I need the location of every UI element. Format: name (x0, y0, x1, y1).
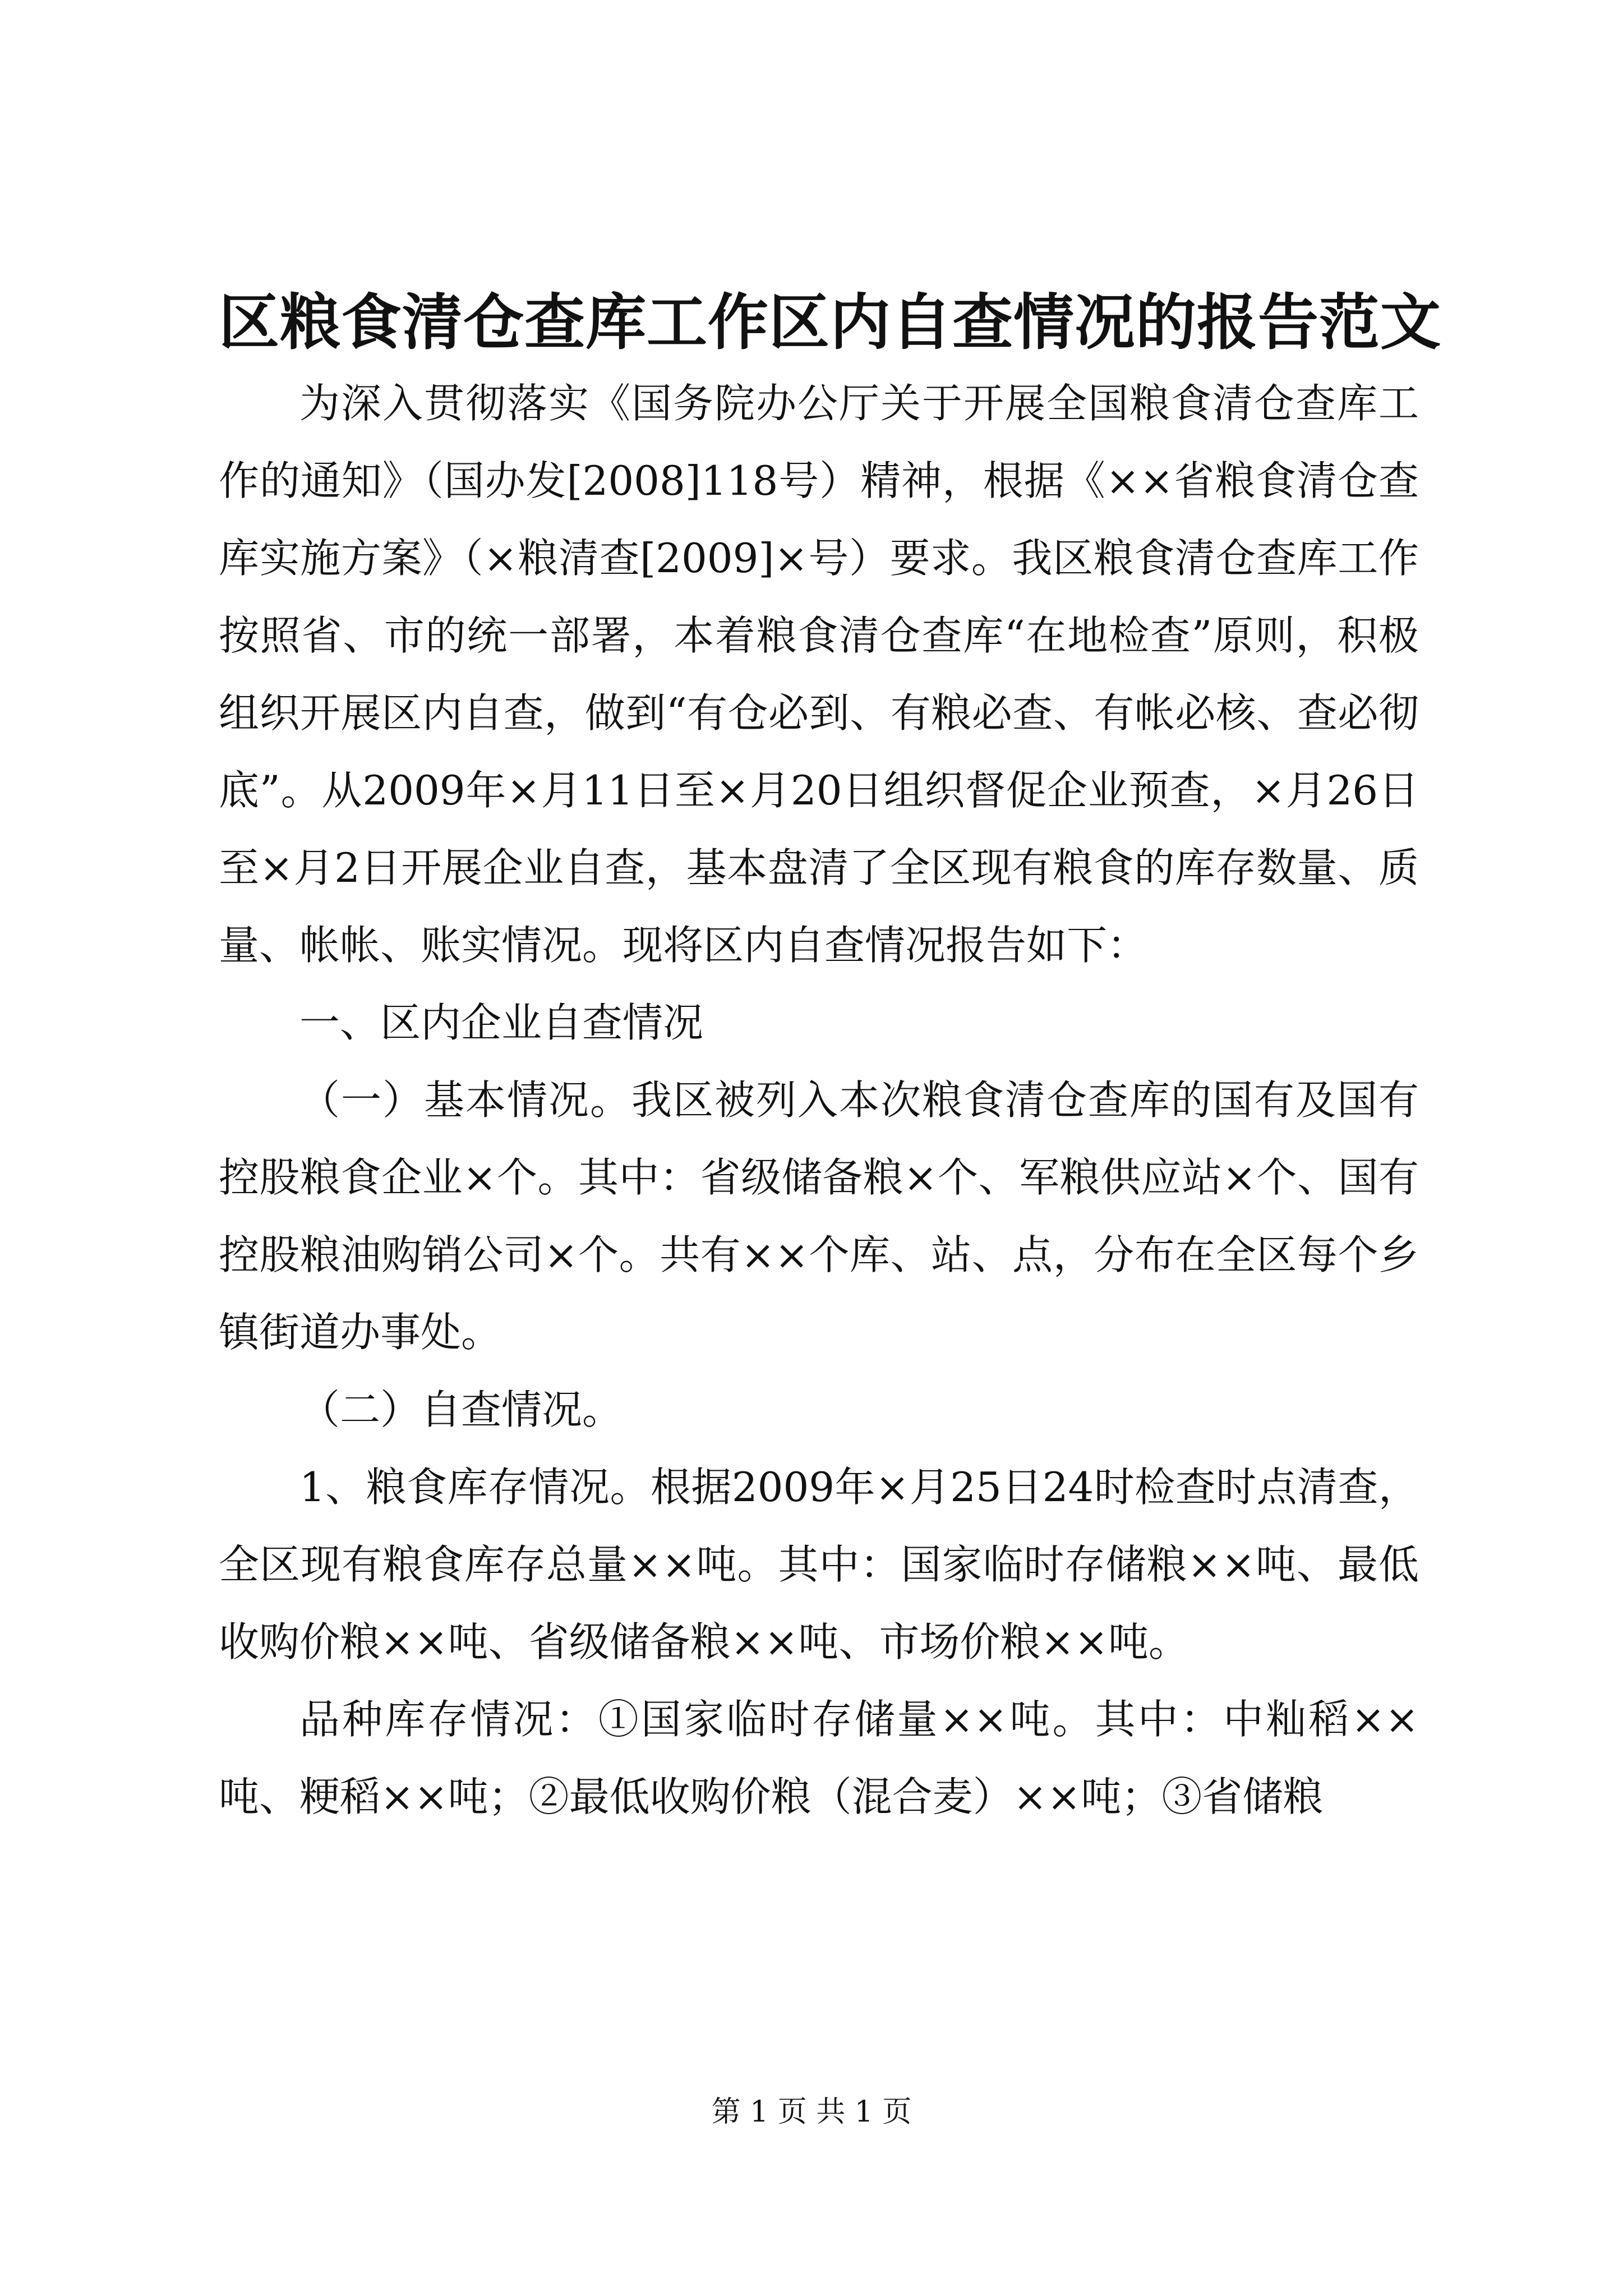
paragraph-basic-situation: （一）基本情况。我区被列入本次粮食清仓查库的国有及国有控股粮食企业×个。其中：省级储备粮×个、军粮供应站×个、国有控股粮油购销公司×个。共有××个库、站、点，分布在全区每个乡镇街道办事处。 (219, 1076, 1419, 1356)
paragraph-self-check-heading: （二）自查情况。 (299, 1386, 623, 1433)
document-title: 区粮食清仓查库工作区内自查情况的报告范文 (219, 287, 1442, 358)
paragraph-intro: 为深入贯彻落实《国务院办公厅关于开展全国粮食清仓查库工作的通知》（国办发[2008]118号）精神，根据《××省粮食清仓查库实施方案》（×粮清查[2009]×号）要求。我区粮食清仓查库工作按照省、市的统一部署，本着粮食清仓查库“在地检查”原则，积极组织开展区内自查，做到“有仓必到、有粮必查、有帐必核、查必彻底”。从2009年×月11日至×月20日组织督促企业预查，×月26日至×月2日开展企业自查，基本盘清了全区现有粮食的库存数量、质量、帐帐、账实情况。现将区内自查情况报告如下： (219, 380, 1419, 969)
section-heading-1: 一、区内企业自查情况 (299, 999, 704, 1046)
page-footer: 第 1 页 共 1 页 (711, 2095, 912, 2129)
paragraph-grain-stock: 1、粮食库存情况。根据2009年×月25日24时检查时点清查，全区现有粮食库存总量××吨。其中：国家临时存储粮××吨、最低收购价粮××吨、省级储备粮××吨、市场价粮××吨。 (219, 1464, 1419, 1665)
document-body (219, 365, 1419, 1835)
paragraph-variety-stock: 品种库存情况：①国家临时存储量××吨。其中：中籼稻××吨、粳稻××吨；②最低收购价粮（混合麦）××吨；③省储粮 (219, 1696, 1419, 1820)
